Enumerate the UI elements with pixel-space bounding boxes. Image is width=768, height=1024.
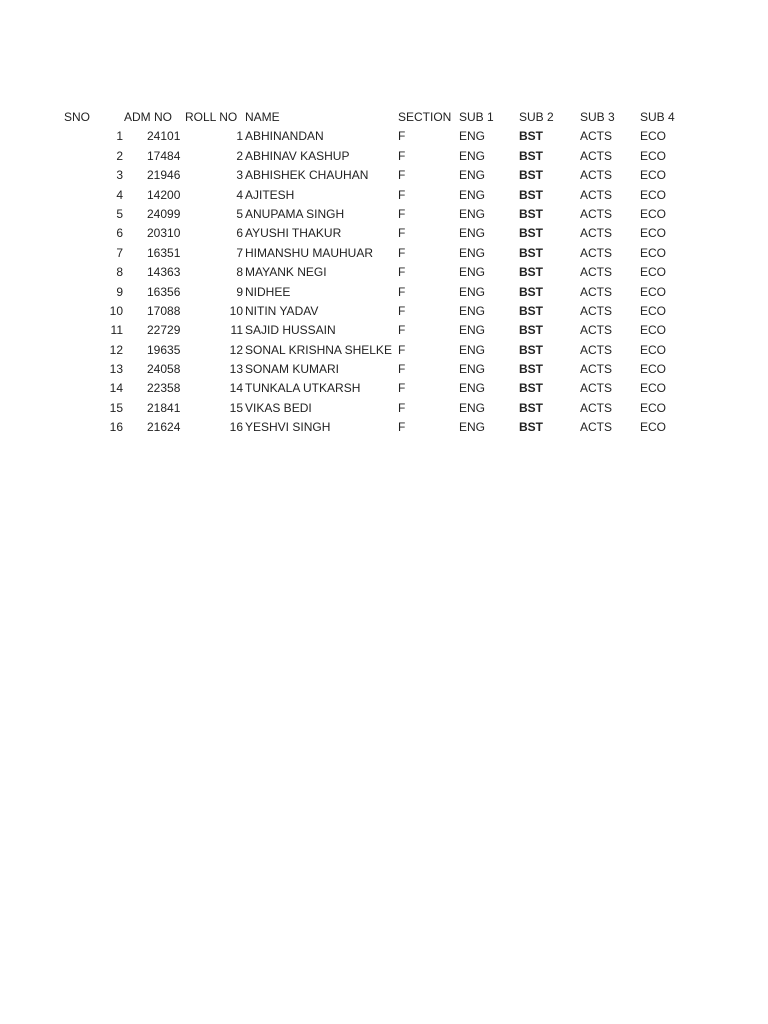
cell-sub2: BST: [519, 400, 543, 415]
cell-adm-no: 19635: [147, 342, 181, 357]
cell-sub4: ECO: [640, 187, 667, 202]
cell-sub3: ACTS: [580, 168, 613, 183]
cell-sub1: ENG: [459, 362, 486, 377]
table-row: [0, 379, 768, 398]
cell-sno: 15: [109, 400, 123, 415]
cell-sno: 16: [109, 420, 123, 435]
table-row: [0, 302, 768, 321]
cell-sub2: BST: [519, 187, 543, 202]
cell-sub1: ENG: [459, 303, 486, 318]
cell-sub4: ECO: [640, 245, 667, 260]
cell-sub1: ENG: [459, 168, 486, 183]
cell-roll-no: 16: [229, 420, 243, 435]
cell-sub3: ACTS: [580, 206, 613, 221]
cell-roll-no: 13: [229, 362, 243, 377]
cell-roll-no: 14: [229, 381, 243, 396]
cell-section: F: [398, 265, 406, 280]
header-adm-no: ADM NO: [124, 110, 172, 124]
cell-sub2: BST: [519, 129, 543, 144]
cell-sub4: ECO: [640, 420, 667, 435]
cell-name: SAJID HUSSAIN: [245, 323, 336, 338]
header-roll-no: ROLL NO: [185, 110, 238, 124]
cell-section: F: [398, 284, 406, 299]
cell-adm-no: 22358: [147, 381, 181, 396]
cell-sub4: ECO: [640, 400, 667, 415]
cell-roll-no: 2: [236, 148, 243, 163]
cell-name: ABHINANDAN: [245, 129, 324, 144]
cell-sub2: BST: [519, 420, 543, 435]
cell-sno: 12: [109, 342, 123, 357]
cell-sub1: ENG: [459, 400, 486, 415]
cell-roll-no: 4: [236, 187, 243, 202]
cell-name: MAYANK NEGI: [245, 265, 327, 280]
table-row: [0, 283, 768, 302]
cell-sub1: ENG: [459, 323, 486, 338]
cell-section: F: [398, 129, 406, 144]
cell-adm-no: 16351: [147, 245, 181, 260]
cell-name: VIKAS BEDI: [245, 400, 312, 415]
cell-sub3: ACTS: [580, 226, 613, 241]
cell-roll-no: 6: [236, 226, 243, 241]
cell-section: F: [398, 362, 406, 377]
cell-name: TUNKALA UTKARSH: [245, 381, 361, 396]
cell-section: F: [398, 381, 406, 396]
table-row: [0, 127, 768, 146]
cell-sno: 14: [109, 381, 123, 396]
cell-sub2: BST: [519, 265, 543, 280]
cell-roll-no: 8: [236, 265, 243, 280]
cell-sub3: ACTS: [580, 265, 613, 280]
header-row: [0, 108, 768, 127]
cell-adm-no: 24099: [147, 206, 181, 221]
header-name: NAME: [245, 110, 280, 124]
cell-name: ABHISHEK CHAUHAN: [245, 168, 369, 183]
table-row: [0, 205, 768, 224]
cell-section: F: [398, 303, 406, 318]
cell-section: F: [398, 420, 406, 435]
cell-section: F: [398, 206, 406, 221]
cell-sub1: ENG: [459, 226, 486, 241]
cell-section: F: [398, 342, 406, 357]
cell-sub1: ENG: [459, 206, 486, 221]
cell-sno: 3: [116, 168, 123, 183]
table-row: [0, 360, 768, 379]
cell-sub4: ECO: [640, 284, 667, 299]
cell-adm-no: 17484: [147, 148, 181, 163]
cell-section: F: [398, 226, 406, 241]
cell-adm-no: 21624: [147, 420, 181, 435]
cell-section: F: [398, 245, 406, 260]
cell-sub2: BST: [519, 381, 543, 396]
cell-sub2: BST: [519, 342, 543, 357]
cell-sub4: ECO: [640, 323, 667, 338]
cell-roll-no: 1: [236, 129, 243, 144]
cell-roll-no: 15: [229, 400, 243, 415]
cell-sno: 4: [116, 187, 123, 202]
cell-name: ANUPAMA SINGH: [245, 206, 345, 221]
cell-sub3: ACTS: [580, 420, 613, 435]
table-row: [0, 224, 768, 243]
cell-sno: 5: [116, 206, 123, 221]
cell-sub3: ACTS: [580, 323, 613, 338]
cell-sub4: ECO: [640, 303, 667, 318]
cell-sub2: BST: [519, 226, 543, 241]
cell-sub4: ECO: [640, 148, 667, 163]
cell-sub3: ACTS: [580, 245, 613, 260]
cell-sub2: BST: [519, 245, 543, 260]
cell-sub2: BST: [519, 284, 543, 299]
cell-roll-no: 9: [236, 284, 243, 299]
table-row: [0, 263, 768, 282]
header-sub4: SUB 4: [640, 110, 675, 124]
cell-sub2: BST: [519, 168, 543, 183]
cell-sub2: BST: [519, 362, 543, 377]
cell-roll-no: 5: [236, 206, 243, 221]
header-sno: SNO: [64, 110, 91, 124]
cell-sub1: ENG: [459, 148, 486, 163]
cell-adm-no: 16356: [147, 284, 181, 299]
cell-name: HIMANSHU MAUHUAR: [245, 245, 374, 260]
cell-sub3: ACTS: [580, 129, 613, 144]
cell-sno: 2: [116, 148, 123, 163]
cell-adm-no: 17088: [147, 303, 181, 318]
cell-sno: 6: [116, 226, 123, 241]
cell-name: SONAM KUMARI: [245, 362, 340, 377]
cell-sub1: ENG: [459, 420, 486, 435]
cell-sub3: ACTS: [580, 284, 613, 299]
cell-sub3: ACTS: [580, 400, 613, 415]
cell-sno: 9: [116, 284, 123, 299]
header-sub3: SUB 3: [580, 110, 615, 124]
cell-sub3: ACTS: [580, 342, 613, 357]
cell-sub1: ENG: [459, 245, 486, 260]
cell-adm-no: 20310: [147, 226, 181, 241]
cell-adm-no: 14363: [147, 265, 181, 280]
cell-sub4: ECO: [640, 226, 667, 241]
cell-sub3: ACTS: [580, 381, 613, 396]
cell-roll-no: 7: [236, 245, 243, 260]
cell-sno: 11: [110, 323, 123, 338]
table-row: [0, 399, 768, 418]
header-section: SECTION: [398, 110, 452, 124]
cell-section: F: [398, 187, 406, 202]
cell-name: YESHVI SINGH: [245, 420, 331, 435]
cell-sub3: ACTS: [580, 362, 613, 377]
cell-sub2: BST: [519, 323, 543, 338]
cell-roll-no: 10: [229, 303, 243, 318]
cell-sub3: ACTS: [580, 148, 613, 163]
cell-roll-no: 3: [236, 168, 243, 183]
table-row: [0, 418, 768, 437]
cell-sno: 7: [116, 245, 123, 260]
cell-sub1: ENG: [459, 265, 486, 280]
cell-sub4: ECO: [640, 168, 667, 183]
table-row: [0, 166, 768, 185]
cell-sub4: ECO: [640, 129, 667, 144]
cell-sub3: ACTS: [580, 187, 613, 202]
table-row: [0, 244, 768, 263]
cell-section: F: [398, 323, 406, 338]
cell-sub1: ENG: [459, 284, 486, 299]
cell-sub4: ECO: [640, 206, 667, 221]
cell-roll-no: 11: [230, 323, 243, 338]
cell-name: AYUSHI THAKUR: [245, 226, 342, 241]
cell-sub4: ECO: [640, 362, 667, 377]
cell-section: F: [398, 400, 406, 415]
cell-sub4: ECO: [640, 265, 667, 280]
table-row: [0, 186, 768, 205]
table-row: [0, 341, 768, 360]
cell-sub1: ENG: [459, 187, 486, 202]
cell-name: SONAL KRISHNA SHELKE: [245, 342, 392, 357]
table-row: [0, 321, 768, 340]
cell-name: ABHINAV KASHUP: [245, 148, 350, 163]
cell-adm-no: 24058: [147, 362, 181, 377]
cell-sub1: ENG: [459, 129, 486, 144]
cell-sub4: ECO: [640, 381, 667, 396]
header-sub2: SUB 2: [519, 110, 554, 124]
header-sub1: SUB 1: [459, 110, 494, 124]
cell-name: NITIN YADAV: [245, 303, 319, 318]
cell-sno: 10: [109, 303, 123, 318]
cell-name: NIDHEE: [245, 284, 291, 299]
cell-sub3: ACTS: [580, 303, 613, 318]
cell-adm-no: 24101: [147, 129, 181, 144]
cell-adm-no: 21946: [147, 168, 181, 183]
cell-sub1: ENG: [459, 381, 486, 396]
cell-section: F: [398, 168, 406, 183]
cell-section: F: [398, 148, 406, 163]
cell-sno: 8: [116, 265, 123, 280]
cell-roll-no: 12: [229, 342, 243, 357]
cell-adm-no: 21841: [147, 400, 181, 415]
cell-adm-no: 22729: [147, 323, 181, 338]
cell-adm-no: 14200: [147, 187, 181, 202]
cell-sub4: ECO: [640, 342, 667, 357]
cell-name: AJITESH: [245, 187, 295, 202]
table-row: [0, 147, 768, 166]
cell-sno: 13: [109, 362, 123, 377]
cell-sub2: BST: [519, 303, 543, 318]
cell-sno: 1: [116, 129, 123, 144]
cell-sub1: ENG: [459, 342, 486, 357]
table-body: [0, 127, 768, 437]
cell-sub2: BST: [519, 206, 543, 221]
cell-sub2: BST: [519, 148, 543, 163]
student-table: [0, 108, 768, 438]
